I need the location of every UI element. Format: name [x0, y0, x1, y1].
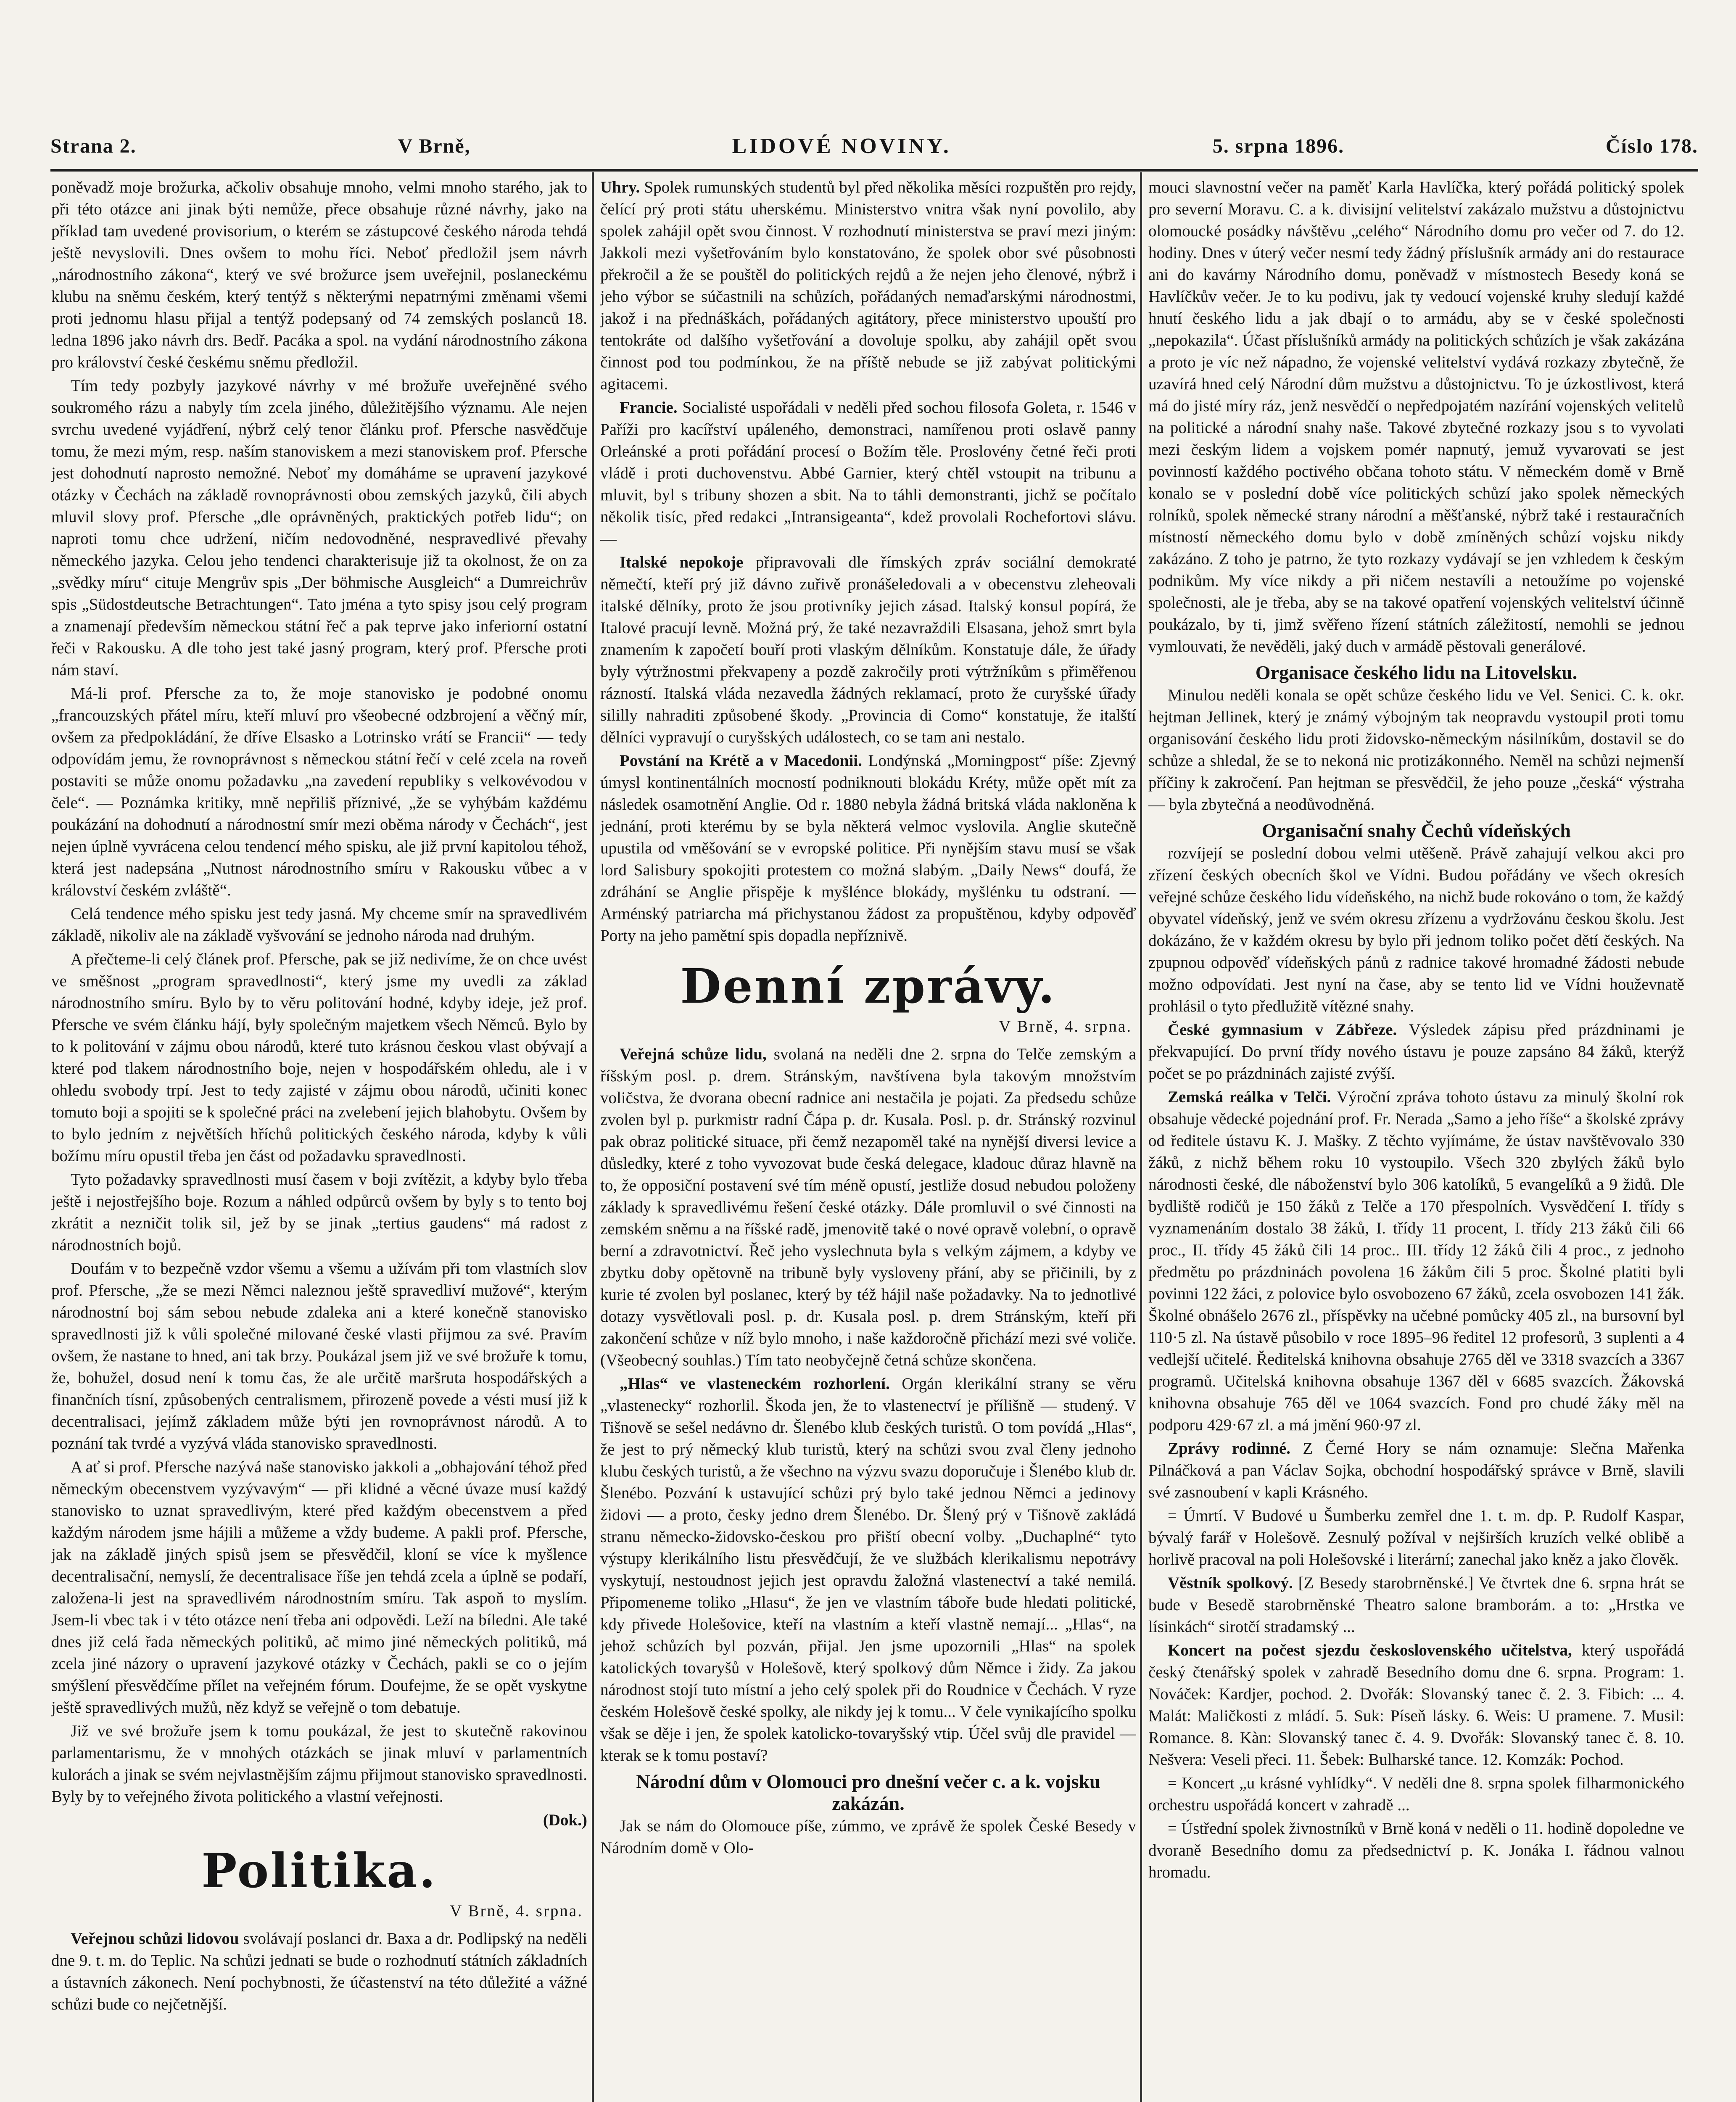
dateline: V Brně, 4. srpna.	[999, 1017, 1132, 1035]
article-heading: Francie.	[620, 399, 678, 417]
paragraph: Minulou neděli konala se opět schůze českého lidu ve Vel. Senici. C. k. okr. hejtman Jellinek, který je známý výbojným tak neopravdu vystoupil proti tomu organisování českého lidu proti židovsko-německým násilníkům, dostavil se do schůze a shledal, že se to nekoná nic protizákonného. Neměl na schůzi nejmenší příčiny k zakročení. Pan hejtman se přesvědčil, že jeho pouze „česká“ výstraha — byla zbytečná a neodůvodněná.	[1148, 686, 1684, 813]
issue-number: Číslo 178.	[1605, 135, 1698, 157]
article-text: Socialisté uspořádali v neděli před sochou filosofa Goleta, r. 1546 v Paříži pro kacířství upáleného, demonstraci, namířenou proti oslavě panny Orleánské a proti pořádání procesí o Božím těle. Proslovény četné řeči proti vládě i proti duchovenstvu. Abbé Garnier, který chtěl vstoupit na tribunu a mluvit, byl s tribuny shozen a sbit. Na to táhli demonstranti, jichž se počítalo několik tisíc, před redakci „Intransigeanta“, kdež provolali Rochefortovi slávu. —	[600, 399, 1136, 548]
article-text: připravovali dle římských zpráv sociální demokraté němečtí, kteří prý již dávno zuřivě pronášeledovali a v obecenstvu zleheovali italské dělníky, proto že jsou protivníky jejich zásad. Italský konsul popírá, že Italové pracují levně. Možná prý, že také nezavraždili Elsasana, jehož smrt byla znamením k započetí bouří proti vlaským dělníkům. Konstatuje dále, že úřady byly výtržnostmi překvapeny a pozdě zakročily proti výtržníkům s přiměřenou rázností. Italská vláda nezavedla žádných reklamací, proto že curyšské úřady sililly nahraditi způsobené škody. „Provincia di Como“ konstatuje, že italští dělníci vypravují o curyšských událostech, co se tam ani nestalo.	[600, 553, 1136, 746]
article-heading: „Hlas“ ve vlasteneckém rozhorlení.	[620, 1375, 890, 1393]
article-heading: Věstník spolkový.	[1168, 1574, 1293, 1592]
dateline: V Brně, 4. srpna.	[450, 1902, 583, 1920]
paragraph: A přečteme-li celý článek prof. Pfersche, pak se již nedivíme, že on chce uvést ve směšnost „program spravedlnosti“, který jsme my uvedli za základ národnostního smíru. Bylo by to věru politování hodné, kdyby ideje, jež prof. Pfersche ve svém článku hájí, byly společným majetkem všech Němců. Bylo by to k politování v zájmu obou národů, které tuto krásnou českou vlast obývají a které pod tlakem národnostního boje, nejen v hospodářském ohledu, ale i v ohledu svobody trpí. Jest to tedy zajisté v zájmu obou národů, učiniti konec tomuto boji a spojiti se k společné práci na zvelebení jejich blahobytu. Ovšem by to bylo jedním z největších hříchů politických českého národa, kdyby k vůli božímu míru opustil třeba jen část od požadavku spravedlnosti.	[51, 950, 587, 1165]
article-heading: Zemská reálka v Telči.	[1168, 1088, 1331, 1106]
article-text: Londýnská „Morningpost“ píše: Zjevný úmysl kontinentálních mocností podniknouti blokádu Kréty, může opět mít za následek osamotnění Anglie. Od r. 1880 nebyla žádná britská vláda nakloněna k jednání, proti kterému by se byla některá velmoc vyslovila. Anglie skutečně upustila od vměšování se v evropské politice. Při nynějším stavu musí se však lord Salisbury spokojiti protestem co možná slabým. „Daily News“ doufá, že zdráhání se Anglie přispěje k myšlénce blokády, myšlénku tu odstraní. — Arménský patriarcha má přichystanou žádost za propuštěnou, kdyby odpověď Porty na jeho pamětní spis dopadla nepříznivě.	[600, 752, 1136, 945]
section-heading-politika: Politika.	[201, 1843, 437, 1899]
paragraph: Již ve své brožuře jsem k tomu poukázal, že jest to skutečně rakovinou parlamentarismu, že v mnohých otázkách se jinak mluví v parlamentních kulorách a jinak se svém nejvlastnějším zájmu přijmout stanovisko spravedlnosti. Byly by to veřejného života politického a vlastní veřejnosti.	[51, 1722, 587, 1806]
article-heading: Koncert na počest sjezdu československého učitelstva,	[1168, 1641, 1572, 1659]
article-text: Jak se nám do Olomouce píše, zúmmo, ve zprávě že spolek České Besedy v Národním domě v Olo-	[600, 1817, 1136, 1857]
paragraph: Má-li prof. Pfersche za to, že moje stanovisko je podobné onomu „francouzských přátel míru, kteří mluví pro všeobecné odzbrojení a věčný mír, ovšem za předpokládání, že dříve Elsasko a Lotrinsko vrátí se Francii“ — tedy odpovídám jemu, že rovnoprávnost s německou státní řečí v celé zcela na roveň postaviti se může onomu požadavku „na zavedení republiky s velkovévodou v čele“. — Poznámka kritiky, mně nepřiliš příznivé, „že se vyhýbám každému poukázání na dohodnutí a národnostní smír mezi oběma národy v Čechách“, jest nejen úplně vyvrácena celou tendencí mého spisku, ale již první kapitolou téhož, která jest nadepsána „Nutnost národnostního smíru v Rakousku vůbec a v království českém zvláště“.	[51, 684, 587, 899]
column-2	[600, 177, 1136, 2102]
article-text: Výroční zpráva tohoto ústavu za minulý školní rok obsahuje vědecké pojednání prof. Fr. Nerada „Samo a jeho říše“ a školské zprávy od ředitele ústavu K. J. Mašky. Z těchto vyjímáme, že ústav navštěvovalo 330 žáků, z nichž během roku 10 vystoupilo. Všech 320 zbylých žáků bylo národnosti české, dle náboženství bylo 306 katolíků, 5 evangelíků a 9 židů. Dle bydliště rodičů je 150 žáků z Telče a 170 přespolních. Vysvědčení I. třídy s vyznamenáním dostalo 38 žáků, I. třídy 11 procent, I. třídy 213 žáků čili 66 proc., II. třídy 45 žáků čili 14 proc.. III. třídy 12 žáků čili 4 proc., z jednoho předmětu po prázdninách povolena 16 žákům čili 5 proc. Školné platiti byli povinni 122 žáci, z polovice bylo osvobozeno 67 žáků, zcela osvobozen 141 žák. Školné obnášelo 2676 zl., příspěvky na učebné pomůcky 405 zl., na bursovní byl 110·5 zl. Na ústavě působilo v roce 1895–96 ředitel 12 profesorů, 3 suplenti a 4 vedlejší učitelé. Ředitelská knihovna obsahuje 2765 děl ve 3318 svazcích a 3367 programů. Učitelská knihovna obsahuje 1367 děl v 6685 svazcích. Žákovská knihovna obsahuje 765 děl ve 1064 svazcích. Fond pro chudé žáky měl na podporu 429·67 zl. a má jmění 960·97 zl.	[1148, 1088, 1684, 1434]
article-heading: Organisace českého lidu na Litovelsku.	[1255, 662, 1578, 683]
article-text: svolávají poslanci dr. Baxa a dr. Podlipský na neděli dne 9. t. m. do Teplic. Na schůzi jednati se bude o rozhodnutí státních základních a ústavních zákonech. Není pochybnosti, že účastenství na této důležité a vážné schůzi bude co nejčetnější.	[51, 1930, 587, 2013]
article-lead: Veřejnou schůzi lidovou	[71, 1930, 239, 1948]
header-date: 5. srpna 1896.	[1212, 135, 1345, 157]
paragraph: poněvadž moje brožurka, ačkoliv obsahuje mnoho, velmi mnoho starého, jak to při této otázce ani jinak býti nemůže, přece obsahuje různé návrhy, jako na příklad tam uvedené provisorium, o kterém se zástupcové českého národa tehdá ještě nevyslovili. Dnes ovšem to mohu říci. Neboť předložil jsem návrh „národnostního zákona“, který ve své brožurce jsem uveřejnil, poslaneckému klubu na sněmu českém, který tentýž s některými nepatrnými změnami všemi proti jednomu hlasu přijal a tentýž podepsaný od 74 zemských poslanců 18. ledna 1896 jako návrh drs. Bedř. Pacáka a spol. na vydání národnostního zákona pro království české českému sněmu předložil.	[51, 178, 587, 371]
section-heading-denni-zpravy: Denní zprávy.	[680, 959, 1056, 1014]
article-heading: Veřejná schůze lidu,	[620, 1045, 767, 1063]
column-3	[1148, 177, 1684, 2102]
article-heading: Zprávy rodinné.	[1168, 1439, 1290, 1458]
article-heading: Povstání na Krétě a v Macedonii.	[620, 752, 862, 770]
article-text: Z Černé Hory se nám oznamuje: Slečna Mařenka Pilnáčková a pan Václav Sojka, obchodní hospodářský správce v Brně, slavili své zasnoubení v kapli Krásného.	[1148, 1439, 1684, 1501]
page-number: Strana 2.	[50, 135, 137, 157]
article-heading: Organisační snahy Čechů vídeňských	[1262, 820, 1571, 841]
article-heading: Národní dům v Olomouci pro dnešní večer c. a k. vojsku zakázán.	[636, 1771, 1100, 1814]
column-divider	[1140, 172, 1142, 2102]
article-text: [Z Besedy starobrněnské.] Ve čtvrtek dne 6. srpna hrát se bude v Besedě starobrněnské Theatro salone bramborám. a to: „Hrstka ve lísinkách“ sirotčí stradamský ...	[1148, 1574, 1684, 1636]
paragraph: Tím tedy pozbyly jazykové návrhy v mé brožuře uveřejněné svého soukromého rázu a nabyly tím zcela jiného, důležitějšího významu. Ale nejen svrchu uvedené vyjádření, nýbrž celý tenor článku prof. Pfersche nasvědčuje tomu, že mezi mým, resp. naším stanoviskem a mezi stanoviskem prof. Pfersche jest dohodnutí naprosto nemožné. Neboť my domáháme se upravení jazykové otázky v Čechách na základě rovnoprávnosti obou zemských jazyků, čili abych mluvil slovy prof. Pfersche „dle oprávněných, praktických potřeb lidu“; on naproti tomu chce udržení, ničím nedovodněné, nespravedlivé převahy německého jazyka. Celou jeho tendenci charakterisuje již ta okolnost, že on za „svědky míru“ cituje Mengrův spis „Der böhmische Ausgleich“ a Dumreichrův spis „Südostdeutsche Betrachtungen“. Tato jména a tyto spisy jsou celý program a znamenají především německou státní řeč a pak teprve jako inferiorní ostatní řeči v Rakousku. A dle toho jest také jasný program, který prof. Pfersche proti nám staví.	[51, 377, 587, 679]
paragraph: mouci slavnostní večer na paměť Karla Havlíčka, který pořádá politický spolek pro severní Moravu. C. a k. divisijní velitelství zakázalo mužstvu a důstojnictvu olomoucké posádky návštěvu „celého“ Národního domu pro večer od 7. do 12. hodiny. Dnes v úterý večer nesmí tedy žádný příslušník armády ani do restaurace ani do kavárny Národního domu, poněvadž v místnostech Besedy koná se Havlíčkův večer. Je to ku podivu, jak ty vedoucí vojenské kruhy sledují každé hnutí českého lidu a jak dbají o to armádu, aby se v české společnosti „nepokazila“. Účast příslušníků armády na politických schůzích je však zakázána a proto je víc než nápadno, že vojenské velitelství vydává rozkazy zbytečně, že uzavírá hned celý Národní dům mužstvu a důstojnictvu. To je úzkostlivost, která má do jisté míry ráz, jenž nesvědčí o nepředpojatém nazírání vojenských velitelů na politické a národní snahy naše. Takové zbytečné rozkazy jsou s to vyvolati mezi českým lidem a vojskem pomér napnutý, jemuž vyvarovati se jest povinností každého poctivého občana tohoto státu. V německém domě v Brně konalo se v poslední době více politických schůzí jako spolek německých rolníků, spolek německé strany národní a měšťanské, nýbrž také i restauračních místností německého domu bylo v době zmíněných schůzí vojsku nikdy zakázáno. Z toho je patrno, že tyto rozkazy vydávají se jen vzhledem k českým podnikům. My více nikdy a při ničem nestavíli a netoužíme po vojenské společnosti, ale je třeba, aby se na takové opatření vojenských velitelství účinně poukázalo, by ti, jimž svěřeno řízení státních záležitostí, nemohli se jednou vymlouvati, že nevěděli, jaký duch v armádě pěstovali generálové.	[1148, 178, 1684, 655]
header-city: V Brně,	[398, 135, 471, 157]
article-text: Spolek rumunských studentů byl před několika měsíci rozpuštěn pro rejdy, čelící prý proti státu uherskému. Ministerstvo vnitra však nyní povolilo, aby spolek zahájil opět svou činnost. V rozhodnutí ministerstva se praví mezi jiným: Jakkoli mezi vyšetřováním bylo konstatováno, že spolek obor své působnosti překročil a že se pouštěl do politických rejdů a že nejen jeho členové, nýbrž i jeho výbor se súčastnili na schůzích, pořádaných nemaďarskými národnostmi, jakož i na přednáškách, pořádaných agitátory, přece ministerstvo upouští pro tentokráte od dalšího vyšetřování a dovoluje spolku, aby zahájil opět svou činnost pod tou podmínkou, že na příště nebude se již zabývat politickými agitacemi.	[600, 178, 1136, 393]
article-heading: Italské nepokoje	[620, 553, 744, 571]
page-header	[50, 123, 1698, 172]
paragraph: A ať si prof. Pfersche nazývá naše stanovisko jakkoli a „obhajování téhož před německým obecenstvem vyzývavým“ — při klidné a věcné úvaze musí každý stanovisko to uznat spravedlivým, které před každým obecenstvem a před každým národem jsme hájili a můžeme a vždy budeme. A pakli prof. Pfersche, jak na základě jiných spisů jsem se přesvědčil, kloní se více k myšlence decentralisační, nemyslí, že decentralisace říše jen tehdá zcela a úplně se podaří, založena-li jest na spravedlivém národnostním smíru. Tak aspoň to myslím. Jsem-li vbec tak i v této otázce není třeba ani odpovědi. Leží na bíledni. Ale také dnes již celá řada německých politiků, ač mimo jiné německých politiků, má zcela jiné názory o upravení jazykové otázky v Čechách, pakli se co o jejím smýšlení přesvědčíme přílet na veřejném fórum. Doufejme, že se opět vyskytne ještě spravedlivých mužů, něz když se veřejně o tom debatuje.	[51, 1458, 587, 1716]
paragraph: Tyto požadavky spravedlnosti musí časem v boji zvítězit, a kdyby bylo třeba ještě i nejostřejšího boje. Rozum a náhled odpůrců ovšem by byly s to tento boj zkrátit a nezničit tolik sil, jež by se jinak „tertius gaudens“ má radost z národnostních bojů.	[51, 1170, 587, 1254]
article-text: Orgán klerikální strany se věru „vlastenecky“ rozhorlil. Škoda jen, že to vlastenectví je přílišně — studený. V Tišnově se sešel nedávno dr. Šlenébo klub českých turistů. O tom povídá „Hlas“, že jest to prý německý klub turistů, který na schůzi svou zval členy jednoho klubu českých turistů, a že všechno na výzvu svazu doporučuje i Šlenébo klub dr. Šlenébo. Pozvání k ustavující schůzi prý bylo také jednou Němci a jedinovy židovi — a proto, česky jedno drem Šlenébo. Dr. Šlený prý v Tišnově zakládá stranu německo-židovsko-českou pro přiští obecní volby. „Duchaplné“ tyto výstupy klerikálního listu přesvědčují, že ve službách klerikalismu nepotrávy vyskytují, nestoudnost jejich jest opravdu žaložná vlastenectví a také nemilá. Připomeneme toliko „Hlasu“, že jen ve vlastním táboře bude hledati politické, kdy přivede Holešovice, kteří na vlastním a kteří vlastně nemají... „Hlas“, na jehož schůzích byl pozván, přijal. Jen jsme upozornili „Hlas“ na spolek katolických tovaryšů v Holešově, který spolkový dům Němce i židy. Za jakou národnost stojí tuto místní a jeho celý spolek při do Roudnice v Čechách. V ryze českém Holešově české spolky, ale nikdy jej k tomu... V čele vynikajícího spolku však se děje i jen, že spolek katolicko-tovaryšský vtip. Účel svůj dle pravidel — kterak se k tomu postaví?	[600, 1375, 1136, 1764]
article-signoff: (Dok.)	[543, 1811, 587, 1829]
article-heading: Uhry.	[600, 178, 640, 196]
paragraph: = Koncert „u krásné vyhlídky“. V neděli dne 8. srpna spolek filharmonického orchestru uspořádá koncert v zahradě ...	[1148, 1774, 1684, 1814]
article-text: Výsledek zápisu před prázdninami je překvapující. Do první třídy nového ústavu je pouze zapsáno 84 žáků, kterýž počet se po prázdninách zajisté zvýší.	[1148, 1021, 1684, 1083]
newspaper-title: LIDOVÉ NOVINY.	[732, 134, 951, 158]
article-text: který uspořádá český čtenářský spolek v zahradě Besedního domu dne 6. srpna. Program: 1. Nováček: Kardjer, pochod. 2. Dvořák: Slovanský tanec č. 2. 3. Fibich: ... 4. Malát: Maličkosti z mládí. 5. Suk: Píseň lásky. 6. Weis: U pramene. 7. Musil: Romance. 8. Kàn: Slovanský tanec č. 4. 9. Dvořák: Slovanský tanec č. 8. 10. Nešvera: Veseli přeci. 11. Šebek: Bulharské tance. 12. Komzák: Pochod.	[1148, 1641, 1684, 1769]
paragraph: rozvíjejí se poslední dobou velmi utěšeně. Právě zahajují velkou akci pro zřízení českých obecních škol ve Vídni. Budou pořádány ve všech okresích veřejné schůze českého lidu vídeňského, na nichž bude rokováno o tom, že každý obyvatel vídeňský, jenž ve svém okresu zřízenu a vydržovánu českou školu. Jest dokázáno, že v každém okresu by bylo při jednom toliko počet dětí českých. Na zpupnou odpověď vídeňských pánů z radnice takové hromadné žádosti nebude možno odpovídati. Jest nyní na čase, aby se tento lid ve Vídni houževnatě prohlásil o tyto předlužitě vítězné snahy.	[1148, 844, 1684, 1015]
paragraph: Doufám v to bezpečně vzdor všemu a všemu a užívám při tom vlastních slov prof. Pfersche, „že se mezi Němci naleznou ještě spravedliví mužové“, kterým národnostní boj sám sebou nebude zdaleka ani a které konečně stanovisko spravedlnosti již k vůli společné milované české vlasti přijmou za své. Pravím ovšem, že nastane to hned, ani tak brzy. Poukázal jsem již ve své brožuře k tomu, že, bohužel, dosud není k tomu čas, že ale určitě maršruta hospodářských a finančních tísní, způsobených centralismem, přirozeně povede a vésti musí již k decentralisaci, jejímž základem může býti jen rovnoprávnost národů. A to poznání tak tvrdé a vyzývá vláda stanovisko spravedlnosti.	[51, 1260, 587, 1452]
column-divider	[592, 172, 594, 2102]
article-text: svolaná na neděli dne 2. srpna do Telče zemským a říšským posl. p. drem. Stránským, navštívena byla takovým množstvím voličstva, že dvorana obecní radnice ani nestačila je pojati. Za předsedu schůze zvolen byl p. purkmistr radní Čápa p. dr. Kusala. Posl. p. dr. Stránský rozvinul pak obraz politické situace, při čemž nezapoměl také na nynější diversi levice a důsledky, které z toho vyvozovat bude česká delegace, kladouc důraz hlavně na to, že opposiční postavení své tím méně opustí, jestliže dosud nebudou položeny základy k spravedlivému řešení české otázky. Dále promluvil o své činnosti na zemském sněmu a na říšské radě, jmenovitě také o nové opravě volební, o opravě berní a zdravotnictví. Řeč jeho vyslechnuta byla s velkým zájmem, a kdyby ve zbytku doby opětovně na tribuně byly vysloveny přání, aby se přičinili, by z kurie té zvolen byl poslanec, který by též hájil naše požadavky. Na to jednotlivé dotazy vysvětlovali posl. p. dr. Kusala posl. p. drem Stránským, kteří při zakončení schůze v níž bylo mnoho, i naše každoročně přichází mezi své voliče. (Všeobecný souhlas.) Tím tato neobyčejně četná schůze skončena.	[600, 1045, 1136, 1369]
column-1	[51, 177, 587, 2102]
paragraph: = Ústřední spolek živnostníků v Brně koná v neděli o 11. hodině dopoledne ve dvoraně Besedního domu za předsednictví p. K. Jonáka I. řádnou valnou hromadu.	[1148, 1819, 1684, 1881]
paragraph: Celá tendence mého spisku jest tedy jasná. My chceme smír na spravedlivém základě, nikoliv ale na základě vyšvování se jednoho národa nad druhým.	[51, 905, 587, 945]
paragraph: = Úmrtí. V Budové u Šumberku zemřel dne 1. t. m. dp. P. Rudolf Kaspar, bývalý farář v Holešově. Zesnulý požíval v nejširších kruzích velké oblibě a horlivě pracoval na poli Holešovské i literární; zanechal jako kněz a jako člověk.	[1148, 1507, 1684, 1569]
article-heading: České gymnasium v Zábřeze.	[1168, 1021, 1397, 1039]
